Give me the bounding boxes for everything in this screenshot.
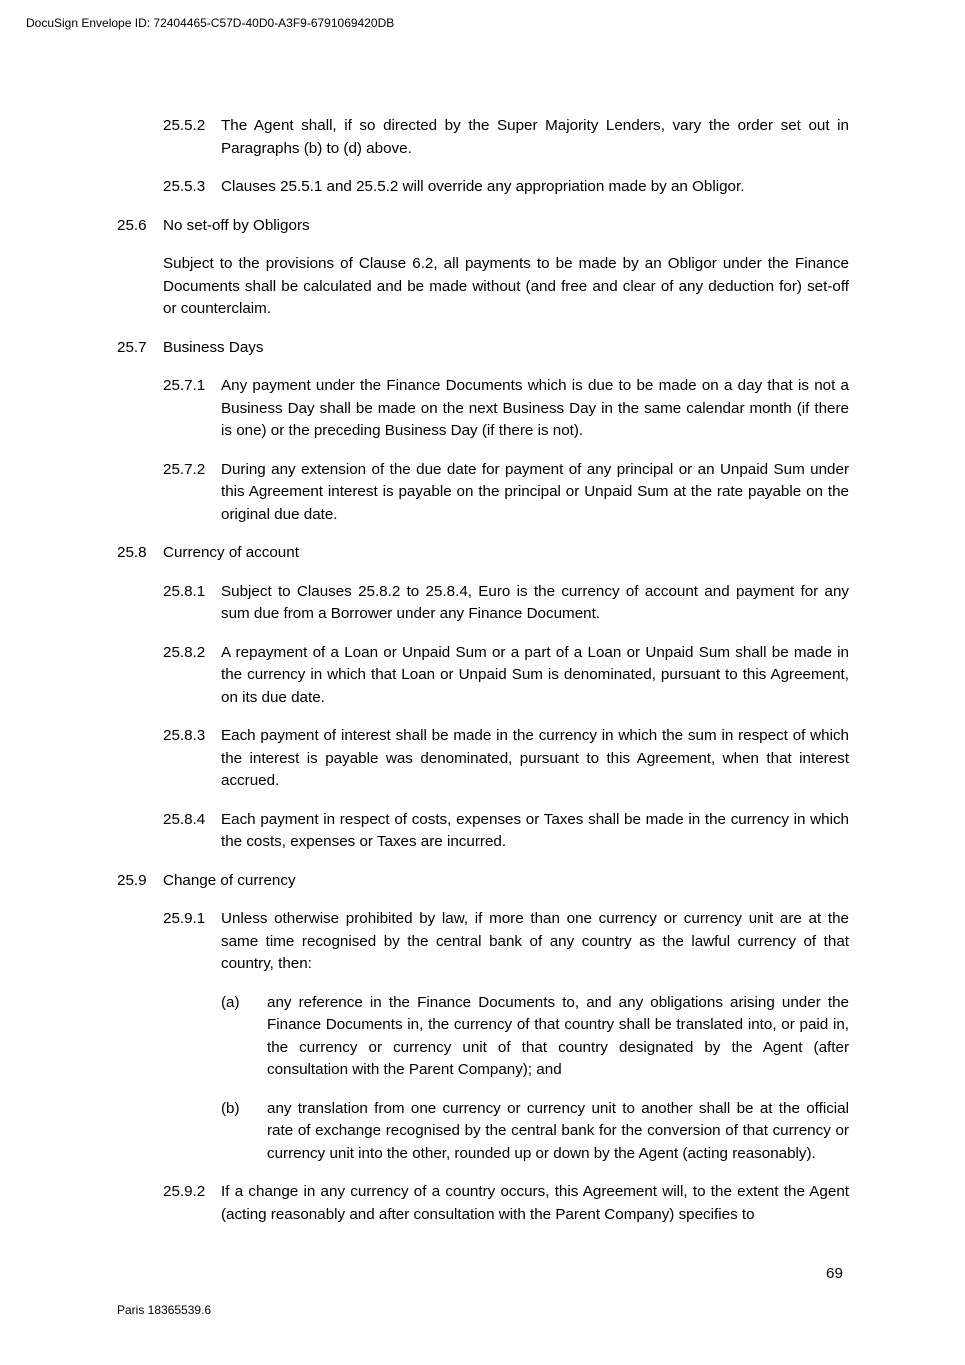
clause-text: A repayment of a Loan or Unpaid Sum or a part of a Loan or Unpaid Sum shall be made in the currency in which that Loan or Unpaid Sum is denominated, pursuant to this Agreement, on its due date.	[221, 643, 849, 706]
clause-25-7-1	[117, 375, 849, 443]
clause-25-6-body	[117, 253, 849, 321]
heading-number: 25.9	[117, 871, 147, 889]
heading-text: No set-off by Obligors	[163, 216, 310, 234]
clause-number: 25.5.3	[163, 178, 206, 195]
clause-number: 25.7.1	[163, 377, 206, 394]
clause-25-7-2	[117, 459, 849, 527]
clause-25-8-2	[117, 642, 849, 710]
clause-text: During any extension of the due date for payment of any principal or an Unpaid Sum under this Agreement interest is payable on the principal or Unpaid Sum at the rate payable on the original due date.	[221, 460, 849, 523]
heading-25-9	[117, 870, 849, 893]
clause-number: 25.8.4	[163, 810, 206, 828]
clause-number: 25.8.3	[163, 727, 206, 744]
document-body	[117, 115, 849, 1242]
docusign-envelope-id: DocuSign Envelope ID: 72404465-C57D-40D0-A3F9-6791069420DB	[26, 16, 395, 30]
clause-text: Unless otherwise prohibited by law, if more than one currency or currency unit are at the same time recognised by the central bank of any country as the lawful currency of that country, then:	[221, 910, 849, 972]
clause-number: 25.5.2	[163, 117, 206, 134]
clause-25-8-4	[117, 809, 849, 854]
clause-number: 25.7.2	[163, 460, 206, 478]
heading-text: Currency of account	[163, 544, 299, 561]
clause-text: any reference in the Finance Documents to, and any obligations arising under the Finance Documents in, the currency of that country shall be translated into, or paid in, the currency or currency unit of that country designated by the Agent (after consultation with the Parent Company); and	[267, 993, 849, 1078]
sub-clause-letter: (a)	[221, 993, 240, 1011]
clause-number: 25.9.1	[163, 910, 206, 927]
document-reference: Paris 18365539.6	[117, 1303, 212, 1317]
clause-25-8-1	[117, 581, 849, 626]
clause-text: Each payment of interest shall be made in the currency in which the sum in respect of which the interest is payable was denominated, pursuant to this Agreement, when that interest accrued.	[221, 727, 849, 789]
clause-text: Each payment in respect of costs, expenses or Taxes shall be made in the currency in which the costs, expenses or Taxes are incurred.	[221, 810, 849, 850]
heading-number: 25.6	[117, 216, 147, 234]
clause-25-5-2	[117, 115, 849, 160]
clause-25-9-1-a	[117, 992, 849, 1082]
clause-number: 25.9.2	[163, 1183, 206, 1200]
heading-25-8	[117, 542, 849, 565]
clause-text: Clauses 25.5.1 and 25.5.2 will override any appropriation made by an Obligor.	[221, 178, 745, 195]
clause-text: If a change in any currency of a country occurs, this Agreement will, to the extent the Agent (acting reasonably and after consultation with the Parent Company) specifies to	[221, 1183, 849, 1223]
page-number: 69	[826, 1265, 843, 1282]
heading-25-7	[117, 337, 849, 360]
heading-25-6	[117, 215, 849, 238]
clause-25-9-1-b	[117, 1098, 849, 1166]
clause-text: any translation from one currency or currency unit to another shall be at the official rate of exchange recognised by the central bank for the conversion of that currency or currency unit into the other, rounded up or down by the Agent (acting reasonably).	[267, 1099, 849, 1162]
clause-text: Any payment under the Finance Documents which is due to be made on a day that is not a Business Day shall be made on the next Business Day in the same calendar month (if there is one) or the preceding Business Day (if there is not).	[221, 377, 849, 439]
heading-text: Change of currency	[163, 871, 296, 889]
clause-25-9-1	[117, 908, 849, 976]
heading-number: 25.8	[117, 544, 147, 561]
heading-text: Business Days	[163, 338, 264, 356]
heading-number: 25.7	[117, 338, 147, 356]
clause-25-9-2	[117, 1181, 849, 1226]
clause-text: The Agent shall, if so directed by the Super Majority Lenders, vary the order set out in Paragraphs (b) to (d) above.	[221, 117, 849, 157]
clause-number: 25.8.1	[163, 582, 206, 600]
clause-text: Subject to Clauses 25.8.2 to 25.8.4, Euro is the currency of account and payment for any sum due from a Borrower under any Finance Document.	[221, 582, 849, 622]
clause-25-8-3	[117, 725, 849, 793]
clause-number: 25.8.2	[163, 643, 206, 661]
clause-25-5-3	[117, 176, 849, 199]
clause-text: Subject to the provisions of Clause 6.2, all payments to be made by an Obligor under the Finance Documents shall be calculated and be made without (and free and clear of any deduction for) set-off or counterclaim.	[163, 255, 849, 317]
sub-clause-letter: (b)	[221, 1099, 240, 1117]
